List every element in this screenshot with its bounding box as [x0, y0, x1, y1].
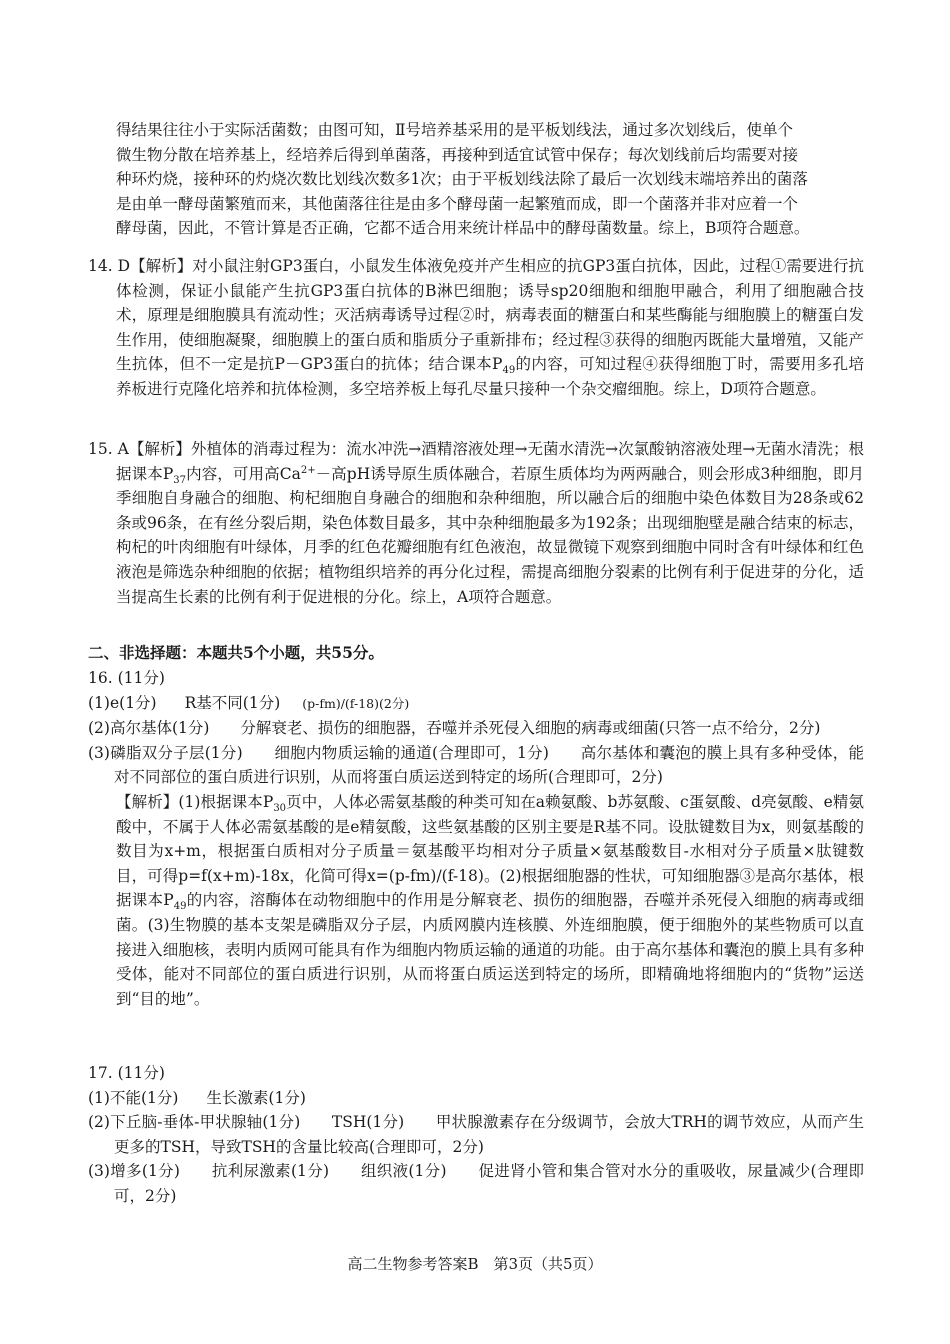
q17-answer [88, 1061, 864, 1209]
q15-answer [88, 437, 864, 609]
q16-answer-1 [88, 691, 864, 717]
q16-header: 16. (11分) [88, 669, 165, 687]
q16-a1-part2: R基不同(1分) [184, 693, 281, 712]
q14-text-b: 的内容，可知过程④获得细胞丁时，需要用多孔培养板进行克隆化培养和抗体检测，多空培养板上每孔尽量只接种一个杂交瘤细胞。综上，D项符合题意。 [116, 355, 864, 398]
q15-text [88, 437, 864, 609]
q13-line-3: 种环灼烧，接种环的灼烧次数比划线次数多1次；由于平板划线法除了最后一次划线末端培养出的菌落 [116, 170, 808, 189]
q15-text-b: 内容，可用高Ca [185, 464, 301, 483]
q16-expl-c: 的内容，溶酶体在动物细胞中的作用是分解衰老、损伤的细胞器，吞噬并杀死侵入细胞的病毒或细菌。(3)生物膜的基本支架是磷脂双分子层，内质网膜内连核膜、外连细胞膜，便于细胞外的某些物质可以直接进入细胞核，表明内质网可能具有作为细胞内物质运输的通道的功能。由于高尔基体和囊泡的膜上具有多种受体，能对不同部位的蛋白质进行识别，从而将蛋白质运送到特定的场所，即精确地将细胞内的“货物”运送到“目的地”。 [116, 891, 864, 1008]
q17-answer-2: (2)下丘脑-垂体-甲状腺轴(1分) TSH(1分) 甲状腺激素存在分级调节，会放大TRH的调节效应，从而产生更多的TSH，导致TSH的含量比较高(合理即可，2分) [88, 1113, 864, 1156]
q13-line-2: 微生物分散在培养基上，经培养后得到单菌落，再接种到适宜试管中保存；每次划线前后均需要对接 [116, 145, 799, 164]
q16-expl-a: 【解析】(1)根据课本P [116, 792, 274, 811]
q16-expl-b: 页中，人体必需氨基酸的种类可知在a赖氨酸、b苏氨酸、c蛋氨酸、d亮氨酸、e精氨酸中，不属于人体必需氨基酸的是e精氨酸，这些氨基酸的区别主要是R基不同。设肽键数目为x，则氨基酸的数目为x+m，根据蛋白质相对分子质量＝氨基酸平均相对分子质量×氨基酸数目-水相对分子质量×肽键数目，可得p=f(x+m)-18x，化简可得x=(p-fm)/(f-18)。(2)根据细胞器的性状，可知细胞器③是高尔基体，根据课本P [116, 792, 864, 910]
q16-answer [88, 666, 864, 1011]
q15-ion-sup: 2+ [300, 464, 316, 476]
q16-a1-part1: e(1分) [109, 693, 157, 712]
q17-header: 17. (11分) [88, 1064, 165, 1082]
q17-answer-3: (3)增多(1分) 抗利尿激素(1分) 组织液(1分) 促进肾小管和集合管对水分的重吸收，尿量减少(合理即可，2分) [88, 1162, 864, 1205]
q17-answer-1 [88, 1086, 864, 1111]
q15-text-a: 15. A【解析】外植体的消毒过程为：流水冲洗→酒精溶液处理→无菌水清洗→次氯酸钠溶液处理→无菌水清洗；根据课本P [88, 440, 864, 483]
q15-text-c: －高pH诱导原生质体融合，若原生质体均为两两融合，则会形成3种细胞，即月季细胞自身融合的细胞、枸杞细胞自身融合的细胞和杂种细胞，所以融合后的细胞中染色体数目为28条或62条或96条，在有丝分裂后期，染色体数目最多，其中杂种细胞最多为192条；出现细胞壁是融合结束的标志，枸杞的叶肉细胞有叶绿体，月季的红色花瓣细胞有红色液泡，故显微镜下观察到细胞中同时含有叶绿体和红色液泡是筛选杂种细胞的依据；植物组织培养的再分化过程，需提高细胞分裂素的比例有利于促进芽的分化，适当提高生长素的比例有利于促进根的分化。综上，A项符合题意。 [116, 464, 864, 606]
page-footer: 高二生物参考答案B 第3页（共5页） [347, 1255, 603, 1273]
q16-answer-2: (2)高尔基体(1分) 分解衰老、损伤的细胞器，吞噬并杀死侵入细胞的病毒或细菌(只答一点不给分，2分) [88, 719, 821, 738]
q16-a1-label: (1) [88, 693, 110, 712]
q15-page-sub: 37 [173, 474, 186, 486]
q16-expl-sub-1: 30 [273, 803, 287, 815]
q16-answer-3: (3)磷脂双分子层(1分) 细胞内物质运输的通道(合理即可，1分) 高尔基体和囊泡的膜上具有多种受体，能对不同部位的蛋白质进行识别，从而将蛋白质运送到特定的场所(合理即可，2分) [88, 743, 864, 787]
q16-a1-part3: (p-fm)/(f-18)(2分) [302, 695, 410, 711]
q17-a1-part1: (1)不能(1分) [88, 1088, 179, 1107]
q14-text [88, 254, 864, 402]
q13-line-5: 酵母菌，因此，不管计算是否正确，它都不适合用来统计样品中的酵母菌数量。综上，B项符合题意。 [116, 219, 810, 238]
q14-page-sub: 49 [502, 365, 516, 377]
q13-line-1: 得结果往往小于实际活菌数；由图可知，Ⅱ号培养基采用的是平板划线法，通过多次划线后，使单个 [116, 121, 794, 139]
q13-continuation [88, 118, 864, 241]
section-2-heading: 二、非选择题：本题共5个小题，共55分。 [88, 643, 384, 662]
section-2 [88, 641, 864, 666]
q16-expl-sub-2: 49 [173, 901, 187, 913]
q13-line-4: 是由单一酵母菌繁殖而来，其他菌落往往是由多个酵母菌一起繁殖而成，即一个菌落并非对应着一个 [116, 194, 799, 213]
q14-text-a: 14. D【解析】对小鼠注射GP3蛋白，小鼠发生体液免疫并产生相应的抗GP3蛋白抗体，因此，过程①需要进行抗体检测，保证小鼠能产生抗GP3蛋白抗体的B淋巴细胞；诱导sp20细胞和细胞甲融合，利用了细胞融合技术，原理是细胞膜具有流动性；灭活病毒诱导过程②时，病毒表面的糖蛋白和某些酶能与细胞膜上的糖蛋白发生作用，使细胞凝聚，细胞膜上的蛋白质和脂质分子重新排布；经过程③获得的细胞丙既能大量增殖，又能产生抗体，但不一定是抗P－GP3蛋白的抗体；结合课本P [88, 257, 864, 374]
q17-a1-part2: 生长激素(1分) [206, 1088, 306, 1107]
q16-explanation [88, 790, 864, 1011]
q14-answer [88, 254, 864, 402]
